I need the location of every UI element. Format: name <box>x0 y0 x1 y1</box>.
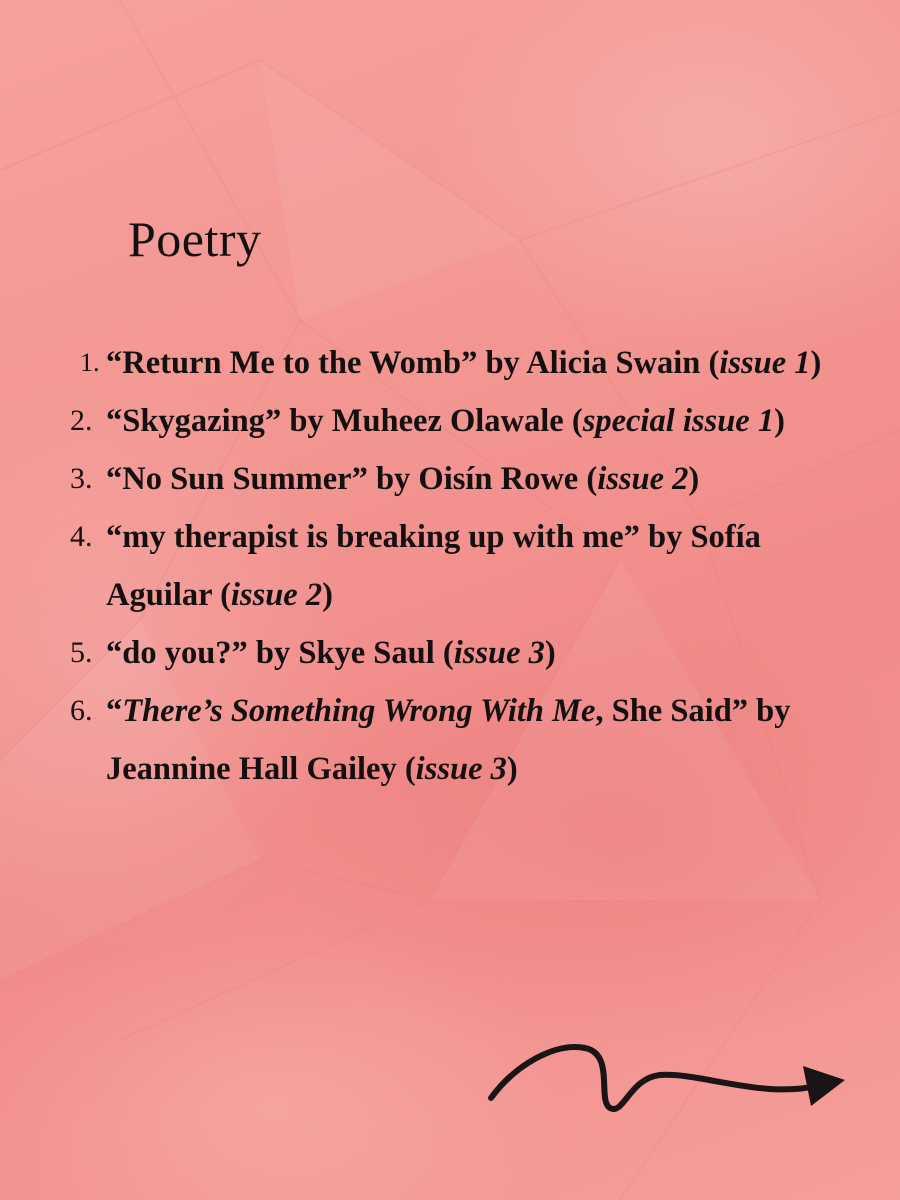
poem-author: Skye Saul <box>298 635 435 671</box>
poem-title: Skygazing <box>122 403 265 439</box>
poem-issue-number: issue 1 <box>682 403 775 439</box>
poem-author: Muheez Olawale <box>331 403 564 439</box>
squiggle-arrow-icon <box>485 1030 855 1125</box>
poem-issue: issue 3 <box>453 635 545 671</box>
poem-author: Alicia Swain <box>526 345 701 381</box>
poem-author: Jeannine Hall Gailey <box>106 751 397 787</box>
poem-issue: issue 3 <box>415 751 507 787</box>
list-item: 1. “Return Me to the Womb” by Alicia Swain (issue 1) <box>70 334 850 392</box>
list-item: 6. “There’s Something Wrong With Me, She Said” by Jeannine Hall Gailey (issue 3) <box>70 682 850 798</box>
poem-issue: special <box>582 403 675 439</box>
poem-author: Oisín Rowe <box>418 461 579 497</box>
page-title: Poetry <box>128 211 262 267</box>
list-item: 2. “Skygazing” by Muheez Olawale (special issue 1) <box>70 392 850 450</box>
list-number: 1. <box>80 348 100 377</box>
list-item: 4. “my therapist is breaking up with me” by Sofía Aguilar (issue 2) <box>70 508 850 624</box>
poem-issue: issue 1 <box>719 345 811 381</box>
poem-author: Sofía Aguilar <box>106 519 761 613</box>
poem-title: There’s Something Wrong With Me <box>122 693 596 729</box>
poem-title-rest: , She Said <box>595 693 732 729</box>
poem-title: do you? <box>122 635 232 671</box>
poem-title: my therapist is breaking up with me <box>122 519 624 555</box>
list-item: 3. “No Sun Summer” by Oisín Rowe (issue 2) <box>70 450 850 508</box>
poem-title: Return Me to the Womb <box>122 345 462 381</box>
poem-title: No Sun Summer <box>122 461 352 497</box>
list-number: 5. <box>70 636 93 669</box>
list-number: 4. <box>70 520 93 553</box>
list-item: 5. “do you?” by Skye Saul (issue 3) <box>70 624 850 682</box>
poem-issue: issue 2 <box>230 577 323 613</box>
poem-issue: issue 2 <box>597 461 689 497</box>
poem-list <box>70 334 850 798</box>
list-number: 3. <box>70 462 93 495</box>
list-number: 2. <box>70 404 93 437</box>
list-number: 6. <box>70 694 93 727</box>
